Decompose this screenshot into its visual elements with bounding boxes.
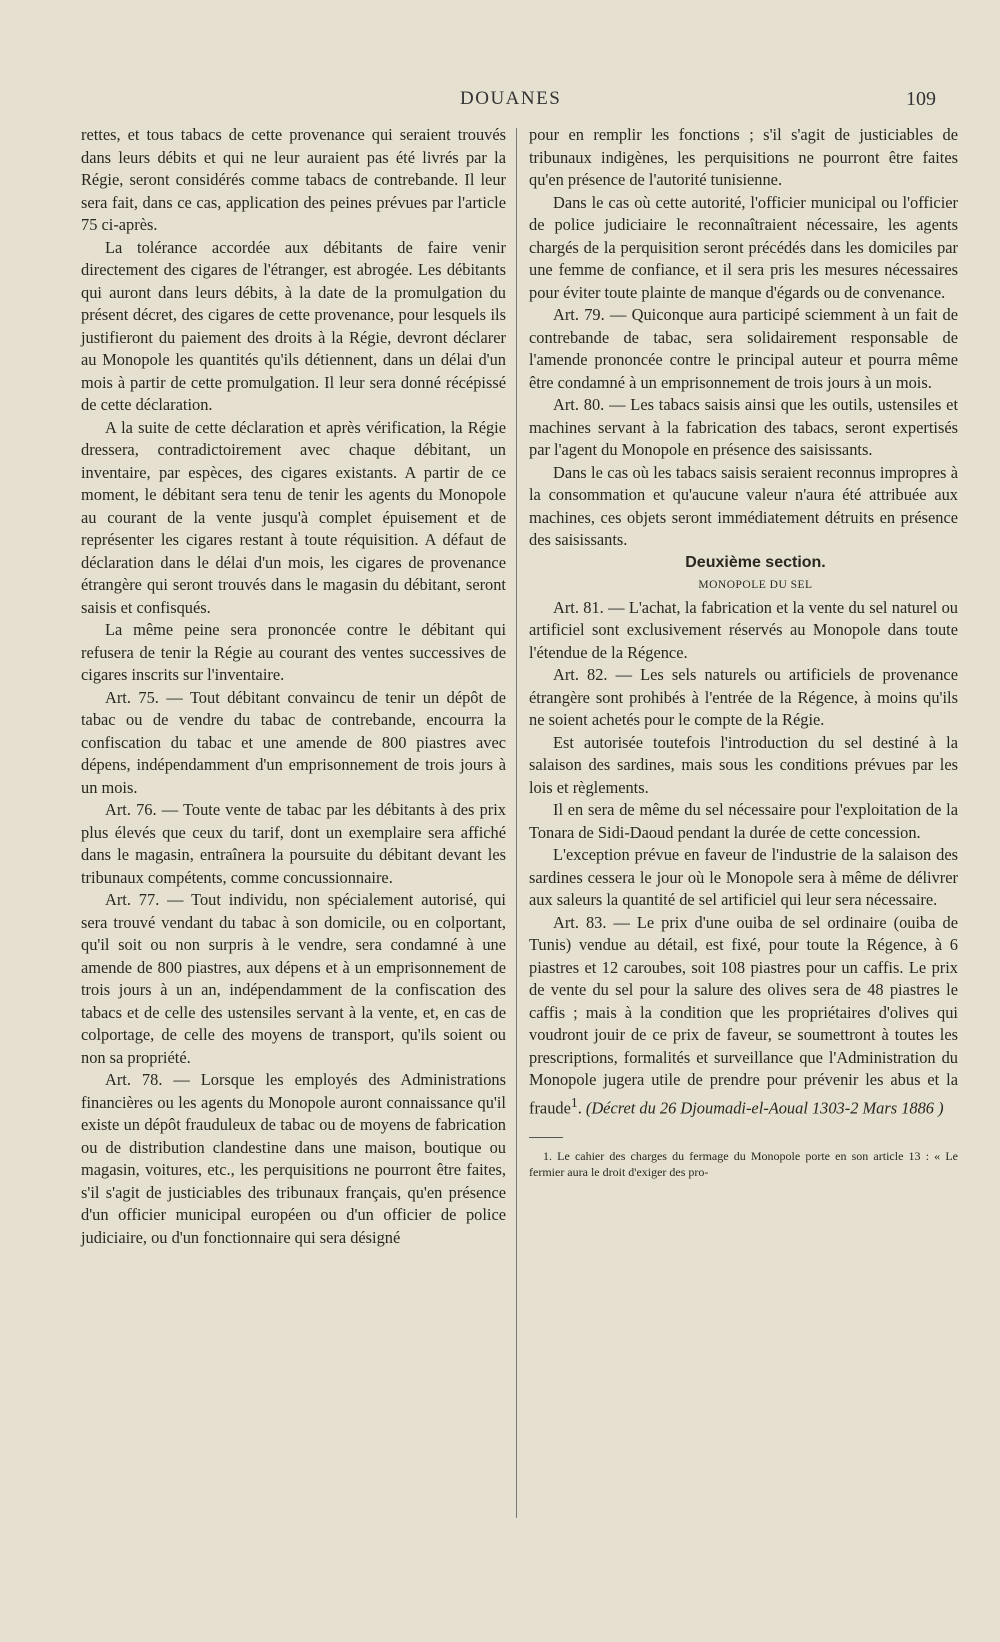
footnote: 1. Le cahier des charges du fermage du Monopole porte en son article 13 : « Le fermier aura le droit d'exiger des pro- bbox=[529, 1149, 958, 1180]
footnote-marker: 1 bbox=[570, 1094, 578, 1110]
article-83-text: Art. 83. — Le prix d'une ouiba de sel ordinaire (ouiba de Tunis) vendue au détail, est fixé, pour toute la Régence, à 6 piastres et 12 caroubes, soit 108 piastres pour un caffis. Le prix de vente du sel pour la salure des olives sera de 48 piastres le caffis ; mais à la condition que les propriétaires d'olives qui voudront jouir de ce prix de faveur, se soumettront à toutes les prescriptions, formalités et surveillance que l'Administration du Monopole jugera utile de prendre pour prévenir les abus et la fraude bbox=[529, 912, 958, 1117]
paragraph: rettes, et tous tabacs de cette provenance qui seraient trouvés dans leurs débits et qui ne leur auraient pas été livrés par la Régie, seront considérés comme tabacs de contrebande. Il leur sera fait, dans ce cas, application des peines prévues par l'article 75 ci-après. bbox=[81, 125, 506, 234]
article-80: Art. 80. — Les tabacs saisis ainsi que les outils, ustensiles et machines servant à la fabrication des tabacs, seront expertisés par l'agent du Monopole en présence des saisissants. bbox=[529, 395, 958, 459]
article-78: Art. 78. — Lorsque les employés des Administrations financières ou les agents du Monopole auront connaissance qu'il existe un dépôt frauduleux de tabac ou de moyens de fabrication ou de distribution clandestine dans une maison, boutique ou magasin, voitures, etc., les perquisitions ne pourront être faites, s'il s'agit de justiciables des tribunaux français, qu'en présence d'un officier municipal européen ou d'un officier de police judiciaire, ou d'un fonctionnaire qui sera désigné bbox=[81, 1070, 506, 1247]
paragraph: Il en sera de même du sel nécessaire pour l'exploitation de la Tonara de Sidi-Daoud pendant la durée de cette concession. bbox=[529, 800, 958, 842]
running-header-title: DOUANES bbox=[460, 88, 562, 109]
article-76: Art. 76. — Toute vente de tabac par les débitants à des prix plus élevés que ceux du tarif, dont un exemplaire sera affiché dans le magasin, entraînera la poursuite du débitant devant les tribunaux compétents, comme concussionnaire. bbox=[81, 800, 506, 887]
article-81: Art. 81. — L'achat, la fabrication et la vente du sel naturel ou artificiel sont exclusivement réservés au Monopole dans toute l'étendue de la Régence. bbox=[529, 597, 958, 662]
paragraph: La même peine sera prononcée contre le débitant qui refusera de tenir la Régie au courant des ventes successives de cigares inscrits sur l'inventaire. bbox=[81, 620, 506, 684]
paragraph: La tolérance accordée aux débitants de faire venir directement des cigares de l'étranger, est abrogée. Les débitants qui auront dans leurs débits, à la date de la promulgation du présent décret, des cigares de cette provenance, pour lesquels ils justifieront du paiement des droits à la Régie, devront déclarer au Monopole les quantités qu'ils détiennent, dans un délai d'un mois à partir de cette promulgation. Il leur sera donné récépissé de cette déclaration. bbox=[81, 237, 506, 414]
paragraph: pour en remplir les fonctions ; s'il s'agit de justiciables de tribunaux indigènes, les perquisitions ne pourront être faites qu'en présence de l'autorité tunisienne. bbox=[529, 125, 958, 189]
paragraph: Dans le cas où les tabacs saisis seraient reconnus impropres à la consommation et qu'aucune valeur n'aura été attribuée aux machines, ces objets seront immédiatement détruits en présence des saisissants. bbox=[529, 462, 958, 549]
article-82: Art. 82. — Les sels naturels ou artificiels de provenance étrangère sont prohibés à l'entrée de la Régence, à moins qu'ils ne soient achetés pour le compte de la Régie. bbox=[529, 665, 958, 729]
article-79: Art. 79. — Quiconque aura participé sciemment à un fait de contrebande de tabac, sera solidairement responsable de l'amende prononcée contre le principal auteur et pourra même être condamné à un emprisonnement de trois jours à un mois. bbox=[529, 305, 958, 392]
paragraph: Dans le cas où cette autorité, l'officier municipal ou l'officier de police judiciaire le reconnaîtraient nécessaire, les agents chargés de la perquisition seront précédés dans les domiciles par une femme de confiance, et il sera pris les mesures nécessaires pour éviter toute plainte de manque d'égards ou de convenance. bbox=[529, 192, 958, 302]
paragraph: L'exception prévue en faveur de l'industrie de la salaison des sardines cessera le jour où le Monopole sera à même de délivrer aux saleurs la quantité de sel artificiel qui leur sera nécessaire. bbox=[529, 845, 958, 909]
right-column bbox=[529, 124, 958, 1180]
article-77: Art. 77. — Tout individu, non spécialement autorisé, qui sera trouvé vendant du tabac à son domicile, ou en colportant, qu'il soit ou non surpris à le vendre, sera condamné à une amende de 800 piastres, aux dépens et à un emprisonnement de trois jours à un an, indépendamment de la confiscation des tabacs et de celle des ustensiles servant à la vente, et, en cas de colportage, de celle des moyens de transport, qu'ils soient ou non sa propriété. bbox=[81, 890, 506, 1067]
section-subheading: MONOPOLE DU SEL bbox=[698, 579, 813, 591]
footnote-rule bbox=[529, 1137, 563, 1138]
article-75: Art. 75. — Tout débitant convaincu de tenir un dépôt de tabac ou de vendre du tabac de contrebande, encourra la confiscation du tabac et une amende de 800 piastres avec dépens, indépendamment d'un emprisonnement de trois jours à un mois. bbox=[81, 687, 506, 797]
section-heading: Deuxième section. bbox=[685, 553, 826, 571]
article-83: Art. 83. — Le prix d'une ouiba de sel ordinaire (ouiba de Tunis) vendue au détail, est fixé, pour toute la Régence, à 6 piastres et 12 caroubes, soit 108 piastres pour un caffis. Le prix de vente du sel pour la salure des olives sera de 48 piastres le caffis ; mais à la condition que les propriétaires d'olives qui voudront jouir de ce prix de faveur, se soumettront à toutes les prescriptions, formalités et surveillance que l'Administration du Monopole jugera utile de prendre pour prévenir les abus et la fraude$^1$. (Décret du 26 Djoumadi-el-Aoual 1303-2 Mars 1886 ) bbox=[529, 912, 958, 1117]
paragraph: Est autorisée toutefois l'introduction du sel destiné à la salaison des sardines, mais sous les conditions prévues par les lois et règlements. bbox=[529, 732, 958, 797]
paragraph: A la suite de cette déclaration et après vérification, la Régie dressera, contradictoirement avec chaque débitant, un inventaire, par espèces, des cigares existants. A partir de ce moment, le débitant sera tenu de tenir les agents du Monopole au courant de la vente jusqu'à complet épuisement et de représenter les cigares restant à toute réquisition. A défaut de déclaration dans le délai d'un mois, les cigares de provenance étrangère qui seront trouvés dans le magasin du débitant, seront saisis et confisqués. bbox=[81, 417, 506, 617]
left-column bbox=[81, 124, 506, 1249]
page-number: 109 bbox=[906, 88, 936, 110]
column-divider bbox=[516, 128, 517, 1518]
decree-citation: (Décret du 26 Djoumadi-el-Aoual 1303-2 Mars 1886 ) bbox=[585, 1097, 944, 1117]
